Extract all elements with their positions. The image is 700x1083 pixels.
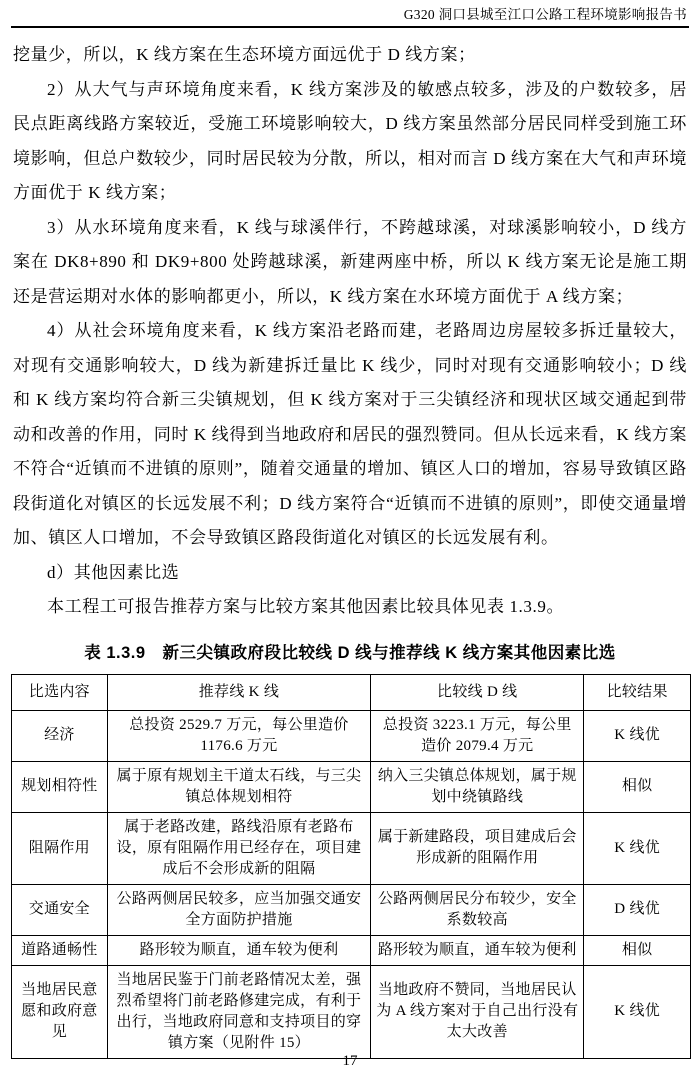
paragraph-social: 4）从社会环境角度来看，K 线方案沿老路而建，老路周边房屋较多拆迁量较大，对现有交通影响较大，D 线为新建拆迁量比 K 线少，同时对现有交通影响较小；D 线和 K 线方案均符合新三尖镇规划，但 K 线方案对于三尖镇经济和现状区域交通起到带动和改善的作用，同时 K 线得到当地政府和居民的强烈赞同。但从长远来看，K 线方案不符合“近镇而不进镇的原则”，随着交通量的增加、镇区人口的增加，容易导致镇区路段街道化对镇区的长远发展不利；D 线方案符合“近镇而不进镇的原则”，即使交通量增加、镇区人口增加，不会导致镇区路段街道化对镇区的长远发展有利。 (13, 321, 687, 547)
header-cell-item: 比选内容 (12, 674, 108, 710)
cell-item: 规划相符性 (12, 761, 108, 812)
cell-result: D 线优 (584, 884, 691, 935)
cell-k-line: 总投资 2529.7 万元，每公里造价 1176.6 万元 (107, 710, 370, 761)
header-cell-k-line: 推荐线 K 线 (107, 674, 370, 710)
cell-d-line: 公路两侧居民分布较少，安全系数较高 (371, 884, 584, 935)
page-header-title: G320 洞口县城至江口公路工程环境影响报告书 (403, 7, 687, 22)
cell-d-line: 纳入三尖镇总体规划，属于规划中绕镇路线 (371, 761, 584, 812)
cell-d-line: 属于新建路段，项目建成后会形成新的阻隔作用 (371, 812, 584, 884)
paragraph-air-noise: 2）从大气与声环境角度来看，K 线方案涉及的敏感点较多，涉及的户数较多，居民点距离线路方案较近，受施工环境影响较大，D 线方案虽然部分居民同样受到施工环境影响，但总户数较少，同时居民较为分散，所以，相对而言 D 线方案在大气和声环境方面优于 K 线方案； (13, 79, 687, 202)
cell-result: K 线优 (584, 965, 691, 1058)
cell-d-line: 总投资 3223.1 万元，每公里造价 2079.4 万元 (371, 710, 584, 761)
cell-result: 相似 (584, 935, 691, 965)
paragraph-water: 3）从水环境角度来看，K 线与球溪伴行，不跨越球溪，对球溪影响较小，D 线方案在 DK8+890 和 DK9+800 处跨越球溪，新建两座中桥，所以 K 线方案无论是施工期还是营运期对水体的影响都更小，所以，K 线方案在水环境方面优于 A 线方案； (13, 217, 687, 306)
table-row (12, 935, 691, 965)
cell-k-line: 公路两侧居民较多，应当加强交通安全方面防护措施 (107, 884, 370, 935)
page-number: 17 (342, 1053, 358, 1069)
cell-d-line: 当地政府不赞同，当地居民认为 A 线方案对于自己出行没有太大改善 (371, 965, 584, 1058)
header-cell-result: 比较结果 (584, 674, 691, 710)
header-cell-d-line: 比较线 D 线 (371, 674, 584, 710)
cell-item: 当地居民意愿和政府意见 (12, 965, 108, 1058)
cell-result: K 线优 (584, 710, 691, 761)
cell-result: K 线优 (584, 812, 691, 884)
paragraph-continuation: 挖量少，所以，K 线方案在生态环境方面远优于 D 线方案； (13, 45, 476, 64)
cell-item: 经济 (12, 710, 108, 761)
body-text (11, 38, 689, 625)
table-header-row (12, 674, 691, 710)
cell-d-line: 路形较为顺直，通车较为便利 (371, 935, 584, 965)
cell-k-line: 当地居民鉴于门前老路情况太差，强烈希望将门前老路修建完成，有利于出行，当地政府同意和支持项目的穿镇方案（见附件 15） (107, 965, 370, 1058)
header-rule (11, 26, 689, 28)
cell-k-line: 属于原有规划主干道太石线，与三尖镇总体规划相符 (107, 761, 370, 812)
table-row (12, 761, 691, 812)
cell-item: 交通安全 (12, 884, 108, 935)
paragraph-table-reference: 本工程工可报告推荐方案与比较方案其他因素比较具体见表 1.3.9。 (47, 597, 565, 616)
cell-item: 阻隔作用 (12, 812, 108, 884)
table-caption: 表 1.3.9 新三尖镇政府段比较线 D 线与推荐线 K 线方案其他因素比选 (84, 643, 616, 662)
table-row (12, 965, 691, 1058)
table-row (12, 710, 691, 761)
comparison-table (11, 674, 691, 1059)
table-row (12, 884, 691, 935)
paragraph-other-factors-heading: d）其他因素比选 (47, 562, 180, 582)
cell-item: 道路通畅性 (12, 935, 108, 965)
cell-result: 相似 (584, 761, 691, 812)
table-row (12, 812, 691, 884)
cell-k-line: 路形较为顺直，通车较为便利 (107, 935, 370, 965)
cell-k-line: 属于老路改建，路线沿原有老路布设，原有阻隔作用已经存在，项目建成后不会形成新的阻隔 (107, 812, 370, 884)
